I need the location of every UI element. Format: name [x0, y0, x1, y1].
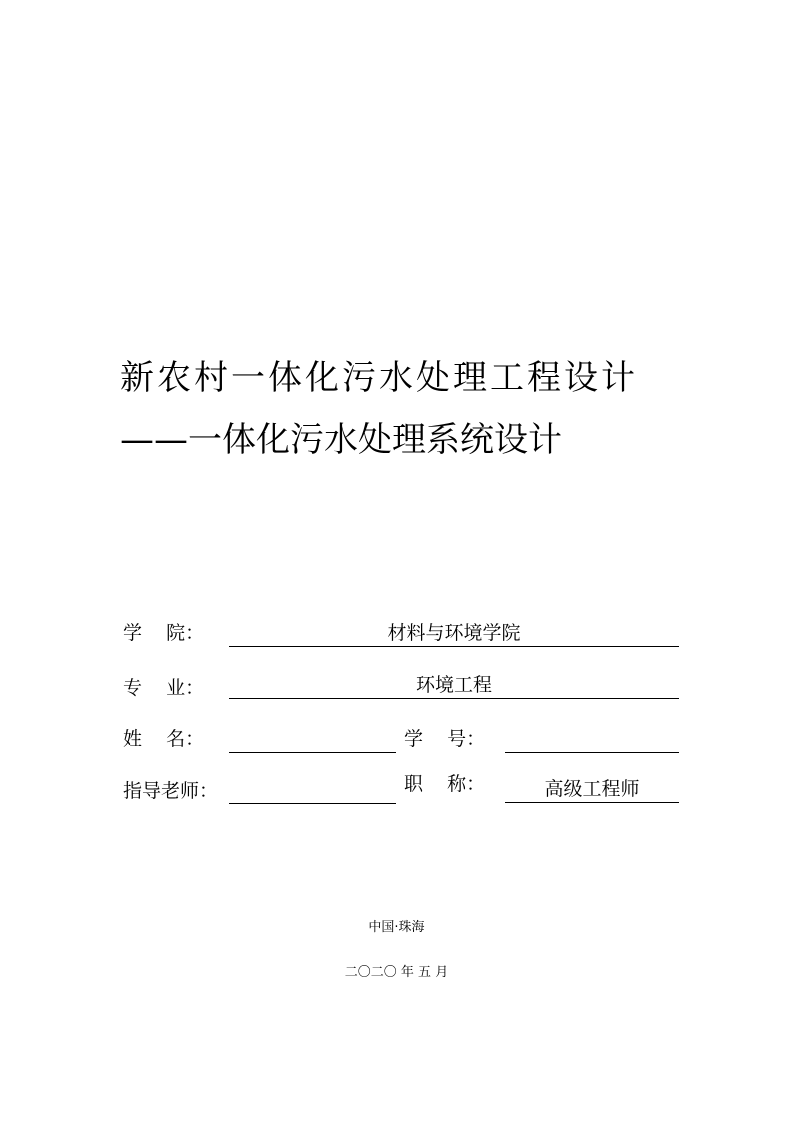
major-field [229, 672, 679, 699]
title-rank-value: 高级工程师 [544, 778, 640, 800]
footer-date: 二〇二〇 年 五 月 [344, 965, 449, 980]
title-rank-label-text: 职 称： [404, 773, 486, 795]
name-label [123, 727, 204, 751]
advisor-label [123, 779, 218, 803]
college-field [229, 620, 679, 647]
major-label [123, 676, 204, 700]
advisor-label-text: 指导老师： [123, 780, 219, 802]
student-id-label-text: 学 号： [404, 728, 486, 750]
student-id-field [505, 726, 679, 753]
college-label-text: 学 院： [123, 622, 205, 644]
title-rank-label [404, 772, 485, 796]
college-value: 材料与环境学院 [387, 622, 521, 644]
college-label [123, 621, 204, 645]
title-rank-field [505, 776, 679, 803]
footer-place: 中国·珠海 [368, 920, 425, 935]
student-id-label [404, 727, 485, 751]
document-title-line-1: 新农村一体化污水处理工程设计 [120, 358, 638, 398]
document-title-line-2: ——一体化污水处理系统设计 [120, 420, 562, 460]
major-label-text: 专 业： [123, 677, 205, 699]
advisor-field [229, 777, 396, 804]
name-field [229, 726, 396, 753]
name-label-text: 姓 名： [123, 728, 205, 750]
major-value: 环境工程 [415, 674, 492, 696]
